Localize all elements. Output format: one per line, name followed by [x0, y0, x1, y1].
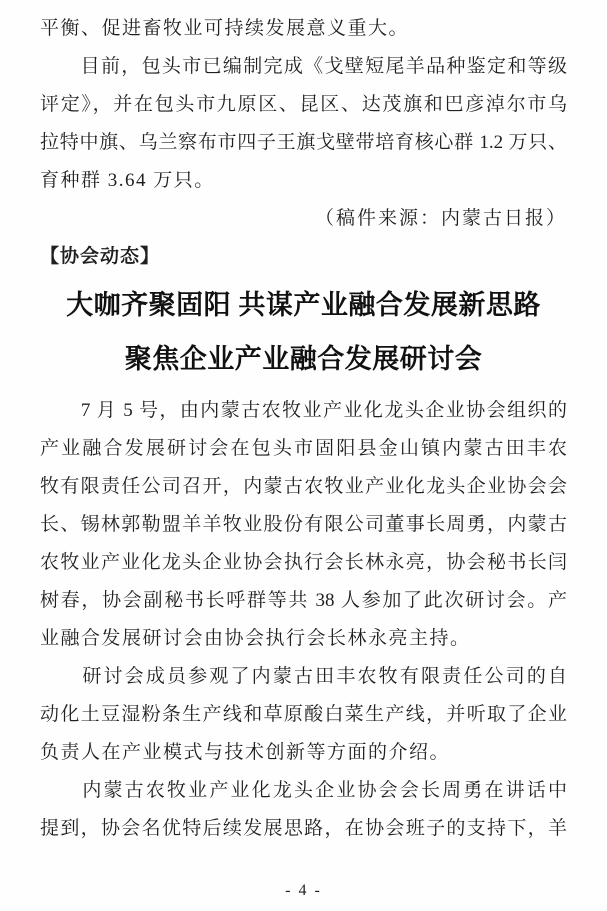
paragraph-line: 评定》，并在包头市九原区、昆区、达茂旗和巴彦淖尔市乌: [40, 94, 567, 115]
paragraph-line: 平衡、促进畜牧业可持续发展意义重大。: [40, 18, 410, 39]
paragraph-line: 树春，协会副秘书长呼群等共 38 人参加了此次研讨会。产: [40, 590, 567, 611]
paragraph-line: 提到，协会名优特后续发展思路，在协会班子的支持下，羊: [40, 818, 567, 839]
headline-primary: 大咖齐聚固阳 共谋产业融合发展新思路: [66, 290, 541, 320]
paragraph-line: 农牧业产业化龙头企业协会执行会长林永亮，协会秘书长闫: [40, 552, 567, 573]
paragraph-line: 目前，包头市已编制完成《戈壁短尾羊品种鉴定和等级: [40, 56, 567, 77]
section-header: 【协会动态】: [40, 246, 161, 267]
paragraph-line: 牧有限责任公司召开，内蒙古农牧业产业化龙头企业协会会: [40, 476, 567, 497]
page-number: - 4 -: [285, 882, 322, 899]
paragraph-line: 内蒙古农牧业产业化龙头企业协会会长周勇在讲话中: [40, 780, 567, 801]
headline-secondary: 聚焦企业产业融合发展研讨会: [124, 344, 483, 374]
paragraph-line: 研讨会成员参观了内蒙古田丰农牧有限责任公司的自: [40, 666, 567, 687]
paragraph-line: 动化土豆湿粉条生产线和草原酸白菜生产线，并听取了企业: [40, 704, 567, 725]
paragraph-line: 负责人在产业模式与技术创新等方面的介绍。: [40, 742, 451, 763]
paragraph-line: 育种群 3.64 万只。: [40, 170, 215, 191]
paragraph-line: 拉特中旗、乌兰察布市四子王旗戈壁带培育核心群 1.2 万只、: [40, 132, 567, 153]
paragraph-line: 业融合发展研讨会由协会执行会长林永亮主持。: [40, 628, 471, 649]
paragraph-line: 长、锡林郭勒盟羊羊牧业股份有限公司董事长周勇，内蒙古: [40, 514, 567, 535]
source-attribution: （稿件来源：内蒙古日报）: [314, 208, 567, 229]
paragraph-line: 产业融合发展研讨会在包头市固阳县金山镇内蒙古田丰农: [40, 438, 567, 459]
paragraph-line: 7 月 5 号，由内蒙古农牧业产业化龙头企业协会组织的: [40, 400, 567, 421]
article-body: [40, 392, 567, 848]
